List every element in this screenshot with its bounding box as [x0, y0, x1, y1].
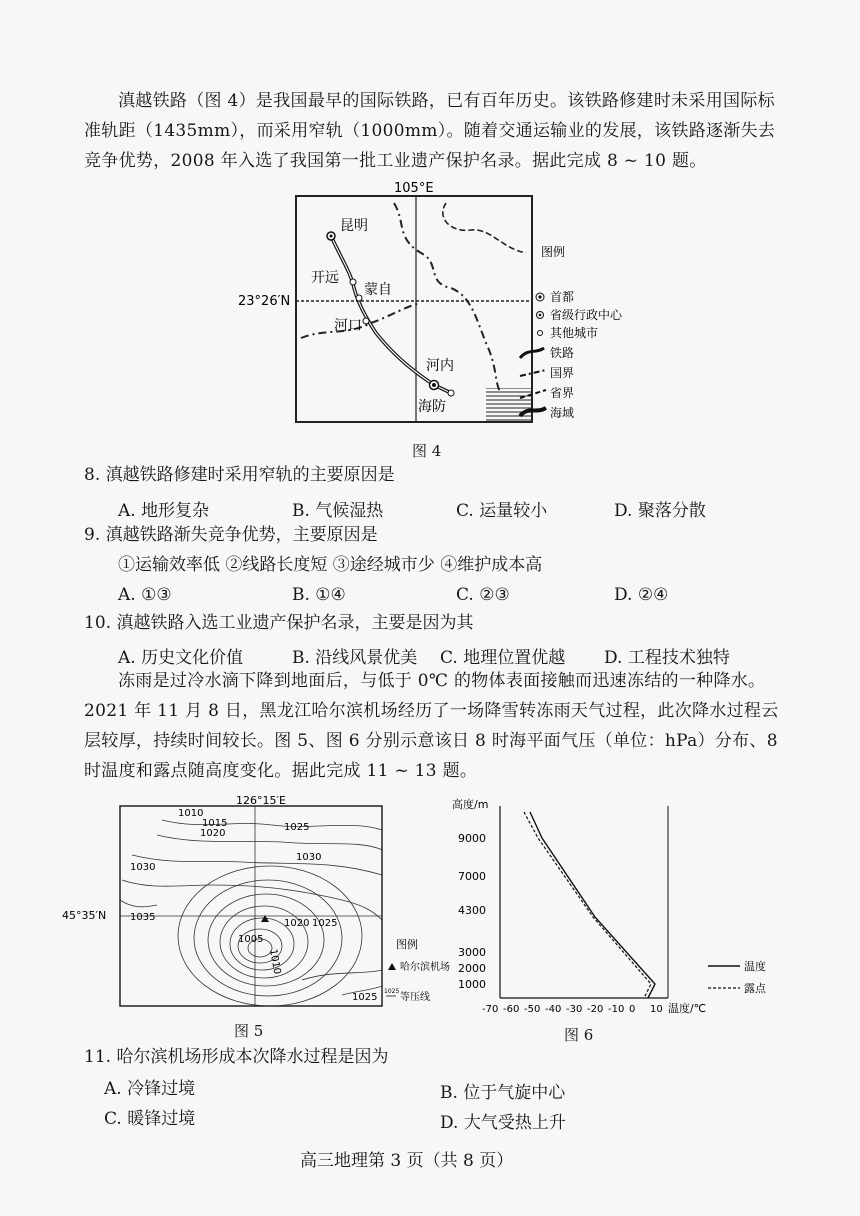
city-kaiyuan: 开远 — [311, 270, 339, 286]
q10-option-d[interactable]: D. 工程技术独特 — [604, 648, 730, 668]
fig5-lat-label: 45°35′N — [62, 909, 107, 922]
figure-4-map — [236, 178, 623, 440]
q11-option-d[interactable]: D. 大气受热上升 — [440, 1113, 566, 1133]
fig6-ytick: 2000 — [458, 962, 486, 975]
page-footer: 高三地理第 3 页（共 8 页） — [300, 1151, 514, 1171]
fig4-legend-title: 图例 — [541, 245, 566, 259]
isobar-label-1010-mid: 1010 — [267, 948, 283, 976]
q10-option-b[interactable]: B. 沿线风景优美 — [292, 648, 418, 668]
isobar-label-1030-left: 1030 — [130, 862, 156, 873]
fig6-ylabel: 高度/m — [452, 798, 489, 811]
q11-option-b[interactable]: B. 位于气旋中心 — [440, 1083, 566, 1103]
q9-items: ①运输效率低 ②线路长度短 ③途经城市少 ④维护成本高 — [118, 555, 543, 575]
q9-option-a[interactable]: A. ①③ — [118, 585, 172, 605]
q9-stem: 9. 滇越铁路渐失竞争优势，主要原因是 — [84, 525, 378, 545]
isobar-label-1025-bottom: 1025 — [352, 992, 378, 1003]
legend-capital: 首都 — [550, 290, 575, 304]
isobar-label-1025-top: 1025 — [284, 822, 310, 833]
isobar-label-1005: 1005 — [238, 934, 264, 945]
fig6-ytick: 9000 — [458, 832, 486, 845]
isobar-label-1025-mid: 1025 — [312, 918, 338, 929]
fig6-xtick: -40 — [545, 1004, 562, 1015]
fig6-xtick: -10 — [608, 1004, 625, 1015]
fig5-lon-label: 126°15′E — [236, 794, 286, 807]
fig6-xtick: -30 — [566, 1004, 583, 1015]
figure-6-temperature-profile — [450, 792, 820, 1020]
fig6-caption: 图 6 — [564, 1026, 594, 1044]
passage-railway: 滇越铁路（图 4）是我国最早的国际铁路，已有百年历史。该铁路修建时未采用国际标准轨距（1435mm），而采用窄轨（1000mm）。随着交通运输业的发展，该铁路逐渐失去竞争优势，2008 年入选了我国第一批工业遗产保护名录。据此完成 8 ~ 10 题。 — [84, 91, 776, 171]
q10-option-c[interactable]: C. 地理位置优越 — [440, 648, 566, 668]
isobar-label-1015: 1015 — [202, 818, 228, 829]
fig6-xlabel: 温度/℃ — [668, 1002, 707, 1015]
city-haiphong: 海防 — [418, 399, 446, 415]
q8-option-b[interactable]: B. 气候湿热 — [292, 501, 384, 521]
fig6-xtick: -50 — [524, 1004, 541, 1015]
q8-option-d[interactable]: D. 聚落分散 — [614, 501, 706, 521]
fig6-ytick: 4300 — [458, 904, 486, 917]
legend-provincial-center: 省级行政中心 — [550, 308, 623, 322]
isobar-label-1010-top: 1010 — [178, 808, 204, 819]
fig6-xtick: 10 — [650, 1004, 663, 1015]
fig5-caption: 图 5 — [234, 1022, 264, 1040]
fig4-lon-label: 105°E — [394, 181, 434, 196]
fig6-legend-temp: 温度 — [744, 960, 766, 973]
q9-option-c[interactable]: C. ②③ — [456, 585, 510, 605]
fig6-xtick: -20 — [587, 1004, 604, 1015]
q11-option-c[interactable]: C. 暖锋过境 — [104, 1109, 196, 1129]
q10-option-a[interactable]: A. 历史文化价值 — [118, 648, 244, 668]
fig5-legend-title: 图例 — [396, 938, 418, 951]
q9-option-b[interactable]: B. ①④ — [292, 585, 346, 605]
legend-national-border: 国界 — [550, 366, 575, 380]
passage-freezing-rain: 冻雨是过冷水滴下降到地面后，与低于 0℃ 的物体表面接触而迅速冻结的一种降水。2021 年 11 月 8 日，黑龙江哈尔滨机场经历了一场降雪转冻雨天气过程，此次降水过程云层较厚，持续时间较长。图 5、图 6 分别示意该日 8 时海平面气压（单位：hPa）分布、8 时温度和露点随高度变化。据此完成 11 ~ 13 题。 — [84, 671, 779, 781]
fig5-legend-isobar: 等压线 — [400, 992, 430, 1003]
legend-provincial-border: 省界 — [550, 386, 575, 400]
q8-option-a[interactable]: A. 地形复杂 — [118, 501, 210, 521]
q8-stem: 8. 滇越铁路修建时采用窄轨的主要原因是 — [84, 465, 395, 485]
legend-railway: 铁路 — [550, 346, 575, 360]
q9-option-d[interactable]: D. ②④ — [614, 585, 669, 605]
q8-option-c[interactable]: C. 运量较小 — [456, 501, 548, 521]
isobar-label-1020-top: 1020 — [200, 828, 226, 839]
fig6-xtick: 0 — [629, 1004, 636, 1015]
fig6-ytick: 7000 — [458, 870, 486, 883]
fig6-ytick: 1000 — [458, 978, 486, 991]
city-hekou: 河口 — [334, 318, 362, 334]
q10-stem: 10. 滇越铁路入选工业遗产保护名录，主要是因为其 — [84, 613, 474, 633]
fig5-legend-isobar-sample: 1025 — [384, 988, 400, 995]
q11-stem: 11. 哈尔滨机场形成本次降水过程是因为 — [84, 1047, 389, 1067]
city-kunming: 昆明 — [340, 218, 368, 234]
city-hanoi: 河内 — [426, 358, 454, 374]
figure-5-pressure-map — [62, 790, 450, 1016]
q11-option-a[interactable]: A. 冷锋过境 — [104, 1079, 196, 1099]
legend-other-city: 其他城市 — [550, 326, 599, 340]
fig6-xtick: -70 — [482, 1004, 499, 1015]
fig4-caption: 图 4 — [412, 442, 442, 460]
isobar-label-1035: 1035 — [130, 912, 156, 923]
isobar-label-1030-right: 1030 — [296, 852, 322, 863]
fig4-lat-label: 23°26′N — [238, 294, 291, 309]
legend-sea: 海域 — [550, 406, 575, 420]
fig6-xtick: -60 — [503, 1004, 520, 1015]
city-mengzi: 蒙自 — [364, 282, 392, 298]
fig5-legend-airport: 哈尔滨机场 — [400, 962, 450, 973]
isobar-label-1020-mid: 1020 — [284, 918, 310, 929]
fig6-ytick: 3000 — [458, 946, 486, 959]
fig6-legend-dewpoint: 露点 — [744, 982, 766, 995]
